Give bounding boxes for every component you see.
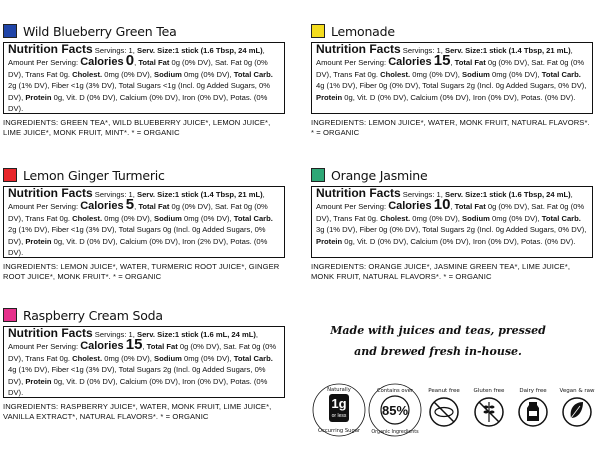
nf-segment: 0g (0% DV), Sat. Fat 0g (0% DV), Trans Fat 0g. bbox=[316, 58, 585, 79]
flavor-color-swatch bbox=[3, 24, 17, 38]
flavor-color-swatch bbox=[3, 308, 17, 322]
sugar-badge-top: Naturally bbox=[327, 387, 351, 393]
nutrition-facts-title: Nutrition Facts bbox=[8, 326, 93, 340]
serving-size-value: 1 stick (1.6 Tbsp, 24 mL) bbox=[174, 46, 263, 55]
nf-segment: 0mg (0% DV), bbox=[102, 353, 155, 363]
nf-segment: , bbox=[450, 58, 455, 68]
flavor-card-wild-blueberry bbox=[3, 22, 285, 138]
servings-text: Servings: 1, bbox=[402, 46, 446, 55]
flavor-header bbox=[311, 166, 593, 184]
calories-value: 0 bbox=[125, 52, 135, 70]
servings-text: Servings: 1, bbox=[94, 330, 138, 339]
serving-size-label: Serv. Size: bbox=[137, 46, 175, 55]
flavor-card-lemonade bbox=[311, 22, 593, 138]
flavor-color-swatch bbox=[311, 24, 325, 38]
nf-segment: 0mg (0% DV), bbox=[102, 69, 155, 79]
nf-segment: 0g, Vit. D (0% DV), Calcium (0% DV), Iron (0% DV), Potas. (0% DV). bbox=[8, 376, 268, 398]
flavor-color-swatch bbox=[311, 168, 325, 182]
nf-segment: Total Fat bbox=[454, 202, 486, 212]
nf-segment: 0mg (0% DV), bbox=[102, 213, 155, 223]
vegan-raw-label: Vegan & raw bbox=[559, 388, 595, 394]
servings-text: Servings: 1, bbox=[94, 190, 138, 199]
amount-per-serving: , Amount Per Serving: bbox=[8, 46, 265, 68]
flavor-name: Lemon Ginger Turmeric bbox=[23, 167, 165, 183]
serving-size-label: Serv. Size: bbox=[445, 46, 483, 55]
nf-segment: 0g (0% DV), Sat. Fat 0g (0% DV), Trans Fat 0g. bbox=[8, 58, 268, 79]
organic-percent-icon bbox=[369, 384, 421, 436]
nf-segment: 2g (1% DV), Fiber <1g (3% DV), Total Sugars <1g (Incl. 0g Added Sugars, 0% DV), bbox=[8, 81, 270, 102]
gluten-free-label: Gluten free bbox=[473, 388, 505, 394]
nutrition-facts-title: Nutrition Facts bbox=[8, 42, 93, 56]
amount-per-serving: , Amount Per Serving: bbox=[316, 190, 573, 212]
nf-segment: 4g (1% DV), Fiber 0g (0% DV), Total Sugars 2g (Incl. 0g Added Sugars, 0% DV), bbox=[316, 81, 587, 91]
flavor-header bbox=[3, 22, 285, 40]
serving-size-value: 1 stick (1.6 mL, 24 mL) bbox=[174, 330, 256, 339]
calories-value: 15 bbox=[125, 336, 143, 354]
nf-segment: Cholest. bbox=[380, 213, 411, 223]
nf-segment: Sodium bbox=[462, 213, 490, 223]
flavor-name: Raspberry Cream Soda bbox=[23, 307, 163, 323]
nf-segment: , bbox=[134, 202, 139, 212]
tagline: Made with juices and teas, pressed and brewed fresh in-house. bbox=[330, 324, 546, 358]
nutrition-facts-box bbox=[311, 42, 593, 114]
calories-label: Calories bbox=[80, 340, 124, 353]
calories-value: 10 bbox=[433, 196, 451, 214]
nutrition-facts-box bbox=[3, 42, 285, 114]
nf-segment: Total Fat bbox=[138, 202, 170, 212]
peanut-free-label: Peanut free bbox=[428, 388, 460, 394]
organic-percent-value: 85% bbox=[381, 403, 409, 418]
nf-segment: Total Carb. bbox=[541, 213, 581, 223]
badge-row bbox=[311, 379, 599, 441]
nf-segment: Sodium bbox=[154, 213, 182, 223]
servings-text: Servings: 1, bbox=[94, 46, 138, 55]
serving-size-label: Serv. Size: bbox=[445, 190, 483, 199]
sugar-badge-value: 1g bbox=[331, 396, 347, 411]
sugar-badge-small: or less bbox=[331, 413, 347, 419]
nf-segment: Total Fat bbox=[146, 342, 178, 352]
flavor-header bbox=[311, 22, 593, 40]
nf-segment: 0g (0% DV), Sat. Fat 0g (0% DV), Trans Fat 0g. bbox=[8, 202, 268, 223]
nf-segment: 3g (1% DV), Fiber 0g (0% DV), Total Sugars 2g (Incl. 0g Added Sugars, 0% DV), bbox=[316, 225, 587, 235]
flavor-header bbox=[3, 166, 285, 184]
amount-per-serving: , Amount Per Serving: bbox=[316, 46, 573, 68]
nf-segment: 0g (0% DV), Sat. Fat 0g (0% DV), Trans Fat 0g. bbox=[8, 342, 277, 363]
serving-size-value: 1 stick (1.4 Tbsp, 21 mL) bbox=[174, 190, 263, 199]
organic-badge-top: Contains over bbox=[377, 388, 413, 394]
flavor-color-swatch bbox=[3, 168, 17, 182]
nf-segment: Cholest. bbox=[72, 69, 103, 79]
nf-segment: Protein bbox=[316, 236, 343, 246]
servings-text: Servings: 1, bbox=[402, 190, 446, 199]
nf-segment: 0g (0% DV), Sat. Fat 0g (0% DV), Trans Fat 0g. bbox=[316, 202, 585, 223]
serving-size-value: 1 stick (1.4 Tbsp, 21 mL) bbox=[482, 46, 571, 55]
nutrition-facts-box bbox=[3, 186, 285, 258]
flavor-card-orange-jasmine bbox=[311, 166, 593, 282]
sugar-badge-bottom: Occurring Sugar bbox=[317, 428, 361, 434]
gluten-free-icon bbox=[474, 388, 506, 426]
ingredients-text: INGREDIENTS: RASPBERRY JUICE*, WATER, MONK FRUIT, LIME JUICE*, VANILLA EXTRACT*, NATURAL FLAVORS*. * = ORGANIC bbox=[3, 402, 272, 421]
calories-value: 5 bbox=[125, 196, 135, 214]
flavor-card-lemon-ginger bbox=[3, 166, 285, 282]
nf-segment: Total Fat bbox=[138, 58, 170, 68]
nutrition-facts-title: Nutrition Facts bbox=[316, 42, 401, 56]
nf-segment: Total Carb. bbox=[541, 69, 581, 79]
serving-size-label: Serv. Size: bbox=[137, 330, 175, 339]
nf-segment: , bbox=[134, 58, 139, 68]
ingredients-text: INGREDIENTS: LEMON JUICE*, WATER, MONK FRUIT, NATURAL FLAVORS*. * = ORGANIC bbox=[311, 118, 590, 137]
nf-segment: 0mg (0% DV), bbox=[181, 69, 234, 79]
sugar-badge-icon bbox=[313, 384, 365, 436]
serving-size-value: 1 stick (1.6 Tbsp, 24 mL) bbox=[482, 190, 571, 199]
nf-segment: Total Carb. bbox=[233, 353, 273, 363]
nf-segment: Protein bbox=[25, 376, 52, 386]
nf-segment: , bbox=[142, 342, 147, 352]
nf-segment: Total Fat bbox=[454, 58, 486, 68]
nf-segment: Cholest. bbox=[380, 69, 411, 79]
nf-segment: Sodium bbox=[154, 353, 182, 363]
nf-segment: 0mg (0% DV), bbox=[410, 69, 463, 79]
nf-segment: 0g, Vit. D (0% DV), Calcium (0% DV), Iron (0% DV), Potas. (0% DV). bbox=[8, 92, 268, 114]
flavor-card-raspberry-cream-soda bbox=[3, 306, 285, 422]
nf-segment: , bbox=[450, 202, 455, 212]
calories-label: Calories bbox=[80, 200, 124, 213]
nf-segment: Cholest. bbox=[72, 213, 103, 223]
ingredients-text: INGREDIENTS: LEMON JUICE*, WATER, TURMERIC ROOT JUICE*, GINGER ROOT JUICE*, MONK FRUIT*. * = ORGANIC bbox=[3, 262, 280, 281]
organic-badge-bottom: Organic Ingredients bbox=[371, 430, 419, 435]
peanut-free-icon bbox=[428, 388, 460, 426]
nf-segment: 0mg (0% DV), bbox=[181, 353, 234, 363]
nf-segment: 0mg (0% DV), bbox=[489, 213, 542, 223]
vegan-raw-icon bbox=[560, 388, 595, 426]
nf-segment: 0g, Vit. D (0% DV), Calcium (0% DV), Iron (2% DV), Potas. (0% DV). bbox=[8, 236, 268, 258]
nf-segment: Total Carb. bbox=[233, 69, 273, 79]
flavor-header bbox=[3, 306, 285, 324]
nutrition-facts-box bbox=[311, 186, 593, 258]
serving-size-label: Serv. Size: bbox=[137, 190, 175, 199]
nf-segment: 0mg (0% DV), bbox=[181, 213, 234, 223]
flavor-name: Orange Jasmine bbox=[331, 167, 428, 183]
nf-segment: Total Carb. bbox=[233, 213, 273, 223]
calories-value: 15 bbox=[433, 52, 451, 70]
calories-label: Calories bbox=[388, 56, 432, 69]
calories-label: Calories bbox=[388, 200, 432, 213]
flavor-name: Wild Blueberry Green Tea bbox=[23, 23, 177, 39]
nf-segment: 4g (1% DV), Fiber <1g (3% DV), Total Sugars 2g (Incl. 0g Added Sugars, 0% DV), bbox=[8, 365, 266, 386]
nf-segment: Protein bbox=[25, 236, 52, 246]
nf-segment: 0mg (0% DV), bbox=[489, 69, 542, 79]
nf-segment: 0g, Vit. D (0% DV), Calcium (0% DV), Iron (0% DV), Potas. (0% DV). bbox=[342, 236, 576, 246]
nf-segment: Sodium bbox=[462, 69, 490, 79]
ingredients-text: INGREDIENTS: ORANGE JUICE*, JASMINE GREEN TEA*, LIME JUICE*, MONK FRUIT, NATURAL FLAVORS*. * = ORGANIC bbox=[311, 262, 571, 281]
nutrition-facts-title: Nutrition Facts bbox=[8, 186, 93, 200]
nf-segment: Protein bbox=[316, 92, 343, 102]
nf-segment: 0mg (0% DV), bbox=[410, 213, 463, 223]
dairy-free-icon bbox=[519, 388, 547, 426]
nutrition-facts-title: Nutrition Facts bbox=[316, 186, 401, 200]
nf-segment: Protein bbox=[25, 92, 52, 102]
amount-per-serving: , Amount Per Serving: bbox=[8, 330, 259, 352]
calories-label: Calories bbox=[80, 56, 124, 69]
nf-segment: 0g, Vit. D (0% DV), Calcium (0% DV), Iron (0% DV), Potas. (0% DV). bbox=[342, 92, 576, 102]
nf-segment: Cholest. bbox=[72, 353, 103, 363]
nutrition-facts-box bbox=[3, 326, 285, 398]
amount-per-serving: , Amount Per Serving: bbox=[8, 190, 265, 212]
dairy-free-label: Dairy free bbox=[519, 388, 547, 394]
nf-segment: 2g (1% DV), Fiber <1g (3% DV), Total Sugars 0g (Incl. 0g Added Sugars, 0% DV), bbox=[8, 225, 266, 246]
ingredients-text: INGREDIENTS: GREEN TEA*, WILD BLUEBERRY JUICE*, LEMON JUICE*, LIME JUICE*, MONK FRUIT, MINT*. * = ORGANIC bbox=[3, 118, 271, 137]
nf-segment: Sodium bbox=[154, 69, 182, 79]
flavor-name: Lemonade bbox=[331, 23, 395, 39]
